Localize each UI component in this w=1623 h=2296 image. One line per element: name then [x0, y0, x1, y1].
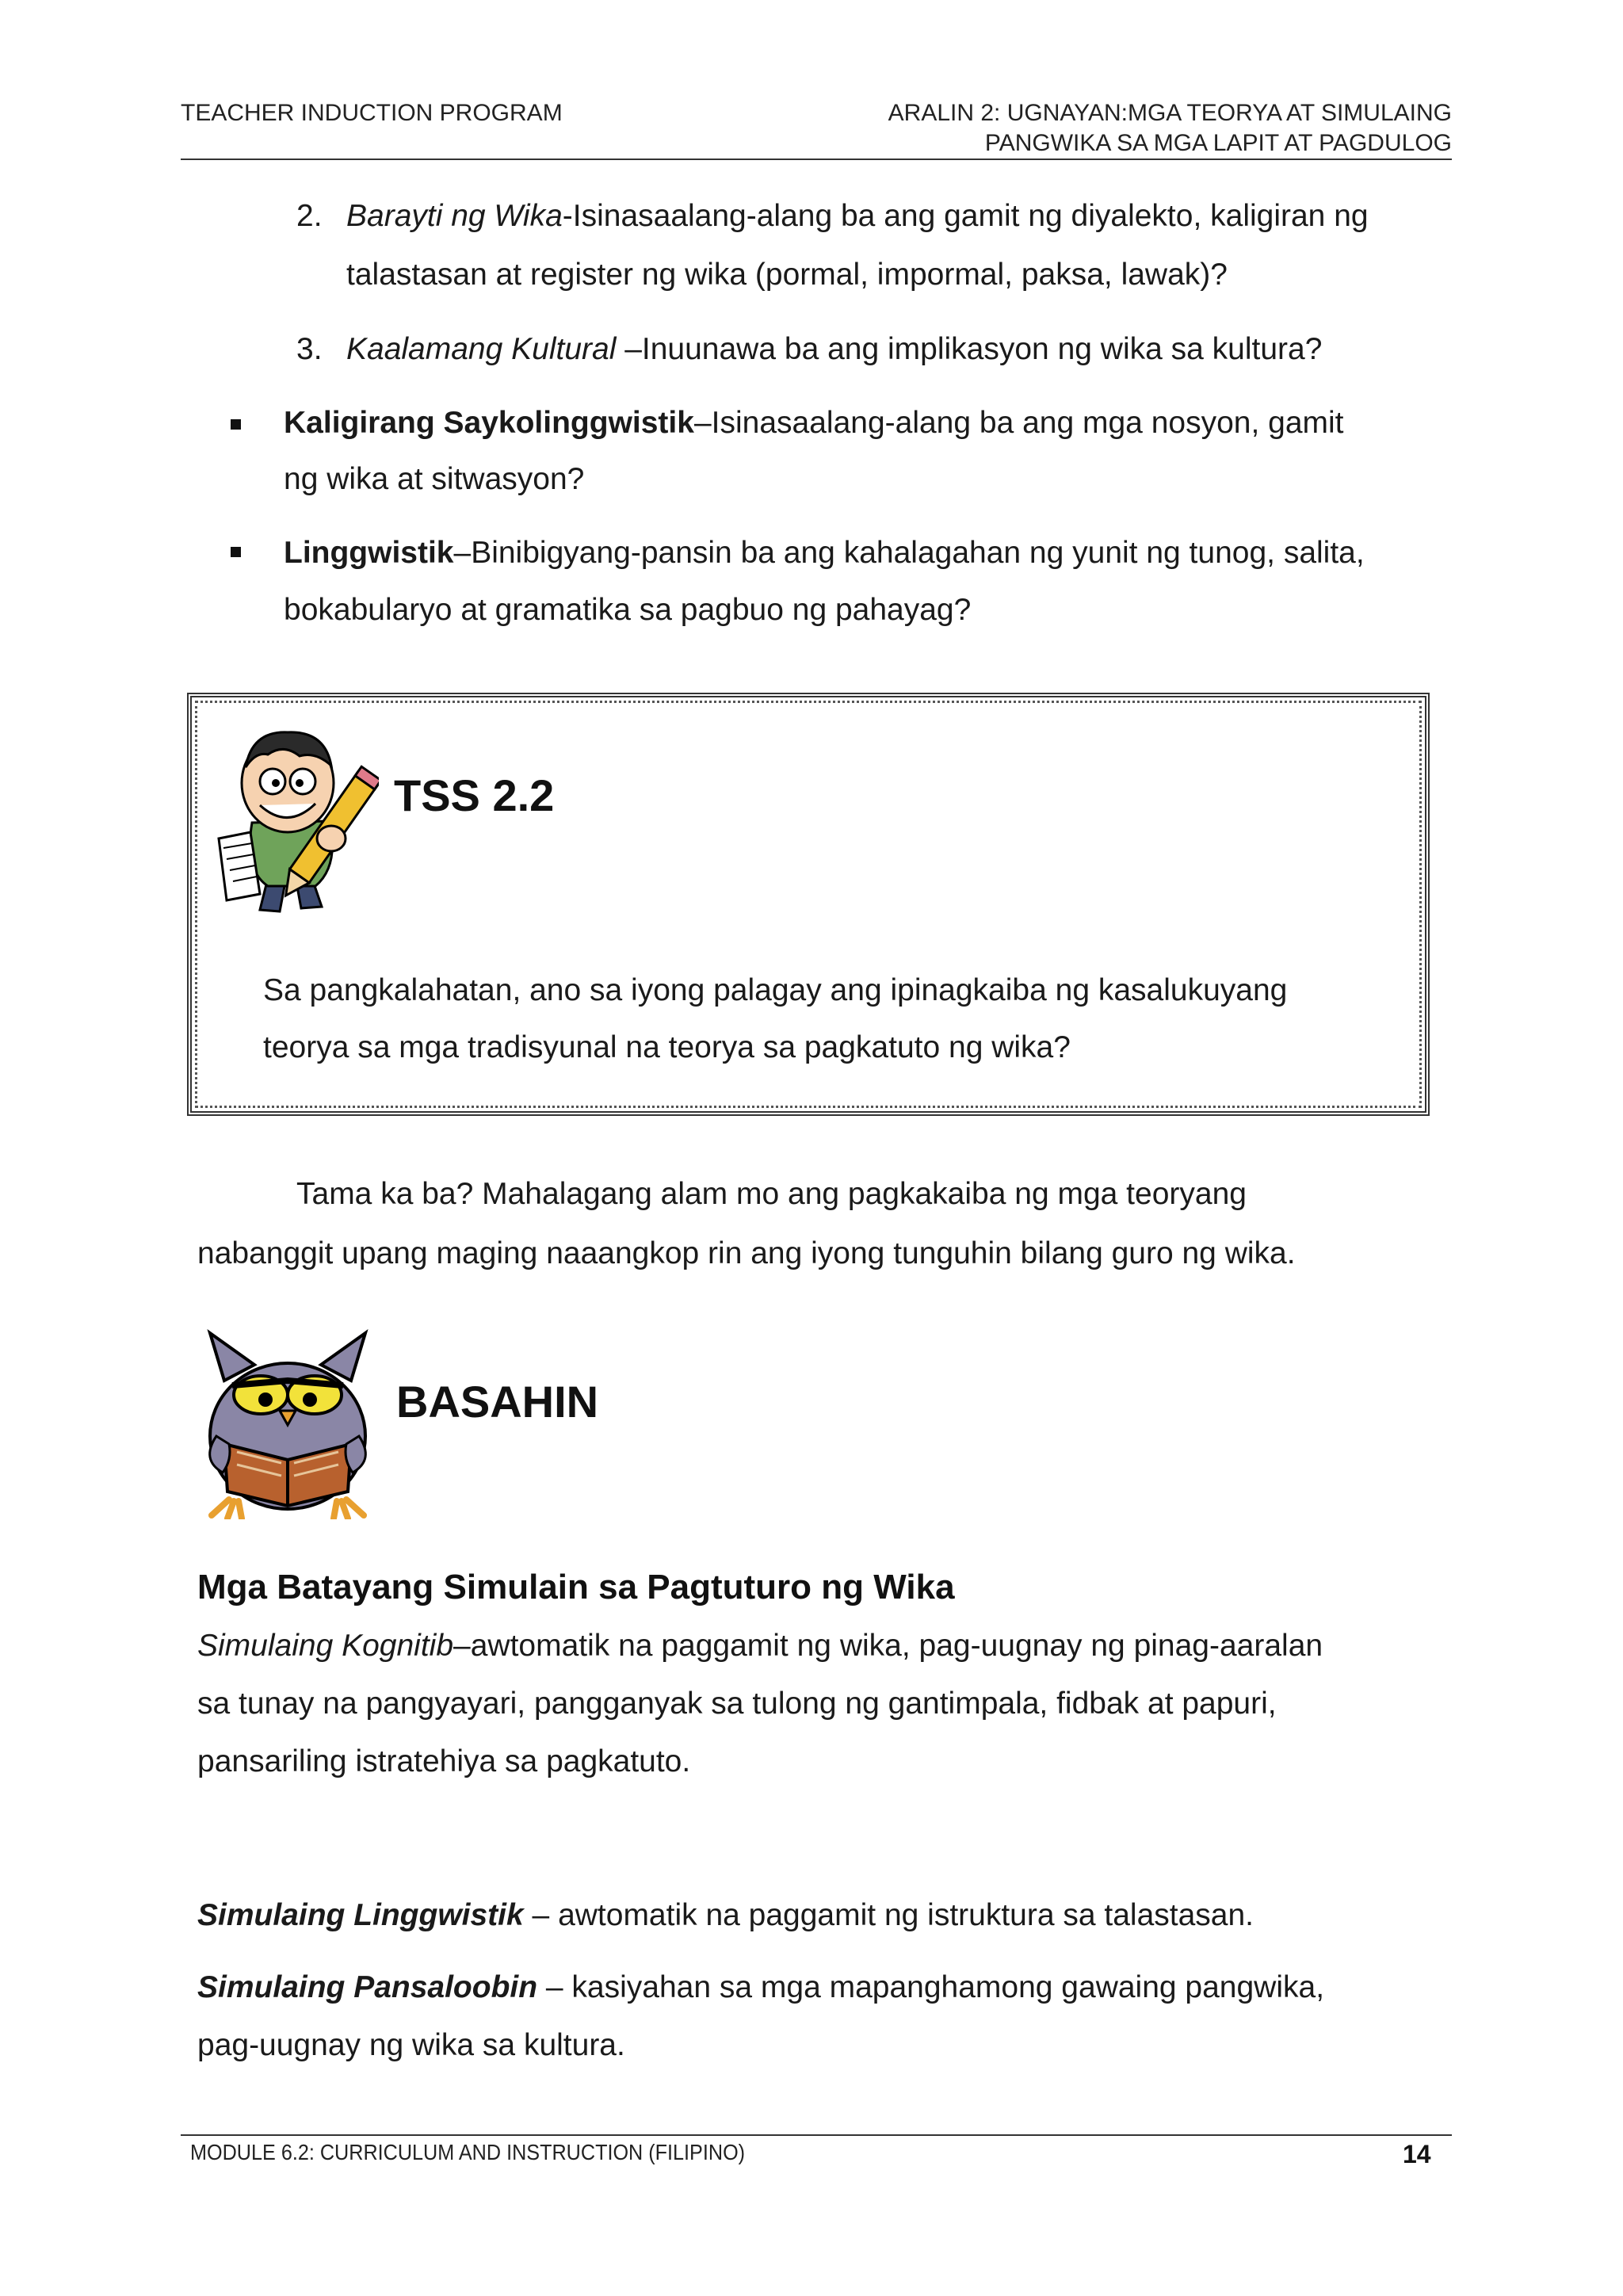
section-title: Mga Batayang Simulain sa Pagtuturo ng Wika [197, 1568, 955, 1606]
bullet-text-line2: ng wika at sitwasyon? [284, 462, 585, 496]
kognitib-term: Simulaing Kognitib [197, 1629, 454, 1663]
bullet-term: Kaligirang Saykolinggwistik [284, 406, 694, 440]
bullet-text-line2: bokabularyo at gramatika sa pagbuo ng pahayag? [284, 593, 972, 627]
linggwistik-text: – awtomatik na paggamit ng istruktura sa talastasan. [523, 1898, 1254, 1932]
linggwistik-line [197, 1886, 1254, 1945]
paragraph-line1: Tama ka ba? Mahalagang alam mo ang pagkakaiba ng mga teoryang [296, 1177, 1247, 1211]
list-item-line [346, 320, 1322, 379]
kognitib-line1 [197, 1617, 1434, 1675]
page-number: 14 [1403, 2140, 1431, 2168]
bullet-item-line [284, 524, 1434, 583]
pansaloobin-term: Simulaing Pansaloobin [197, 1970, 538, 2004]
list-item-number: 3. [296, 332, 323, 366]
pansaloobin-line2: pag-uugnay ng wika sa kultura. [197, 2028, 625, 2062]
basahin-title: BASAHIN [396, 1377, 599, 1427]
header-rule [181, 159, 1452, 160]
tss-question-line2: teorya sa mga tradisyunal na teorya sa pagkatuto ng wika? [263, 1030, 1071, 1064]
bullet-text: –Binibigyang-pansin ba ang kahalagahan ng yunit ng tunog, salita, [453, 536, 1365, 570]
kognitib-text: –awtomatik na paggamit ng wika, pag-uugnay ng pinag-aaralan [453, 1629, 1323, 1663]
list-item-text: –Inuunawa ba ang implikasyon ng wika sa kultura? [616, 332, 1323, 366]
header-right-line1: ARALIN 2: UGNAYAN:MGA TEORYA AT SIMULAING [888, 100, 1452, 126]
bullet-item-line [284, 394, 1434, 453]
header-right-line2: PANGWIKA SA MGA LAPIT AT PAGDULOG [984, 130, 1452, 156]
paragraph-line2: nabanggit upang maging naaangkop rin ang iyong tunguhin bilang guro ng wika. [197, 1236, 1296, 1270]
linggwistik-term: Simulaing Linggwistik [197, 1898, 524, 1932]
list-item-text: -Isinasaalang-alang ba ang gamit ng diyalekto, kaligiran ng [562, 199, 1369, 233]
header-left: TEACHER INDUCTION PROGRAM [181, 100, 563, 126]
owl-reading-book-icon [193, 1325, 383, 1519]
kognitib-line2: sa tunay na pangyayari, pangganyak sa tulong ng gantimpala, fidbak at papuri, [197, 1687, 1277, 1721]
list-item-number: 2. [296, 199, 323, 233]
pansaloobin-text: – kasiyahan sa mga mapanghamong gawaing pangwika, [537, 1970, 1325, 2004]
teacher-with-pencil-icon [212, 720, 379, 918]
bullet-term: Linggwistik [284, 536, 454, 570]
bullet-marker [231, 419, 241, 430]
kognitib-line3: pansariling istratehiya sa pagkatuto. [197, 1744, 691, 1778]
list-item-line [346, 187, 1434, 246]
list-item-text-line2: talastasan at register ng wika (pormal, impormal, paksa, lawak)? [346, 258, 1228, 292]
footer-rule [181, 2134, 1452, 2136]
bullet-marker [231, 547, 241, 557]
tss-title: TSS 2.2 [394, 770, 555, 820]
list-item-term: Barayti ng Wika [346, 199, 563, 233]
tss-question-line1: Sa pangkalahatan, ano sa iyong palagay ang ipinagkaiba ng kasalukuyang [263, 973, 1288, 1007]
footer-module: MODULE 6.2: CURRICULUM AND INSTRUCTION (FILIPINO) [190, 2140, 746, 2164]
pansaloobin-line1 [197, 1958, 1434, 2017]
bullet-text: –Isinasaalang-alang ba ang mga nosyon, gamit [693, 406, 1344, 440]
list-item-term: Kaalamang Kultural [346, 332, 617, 366]
